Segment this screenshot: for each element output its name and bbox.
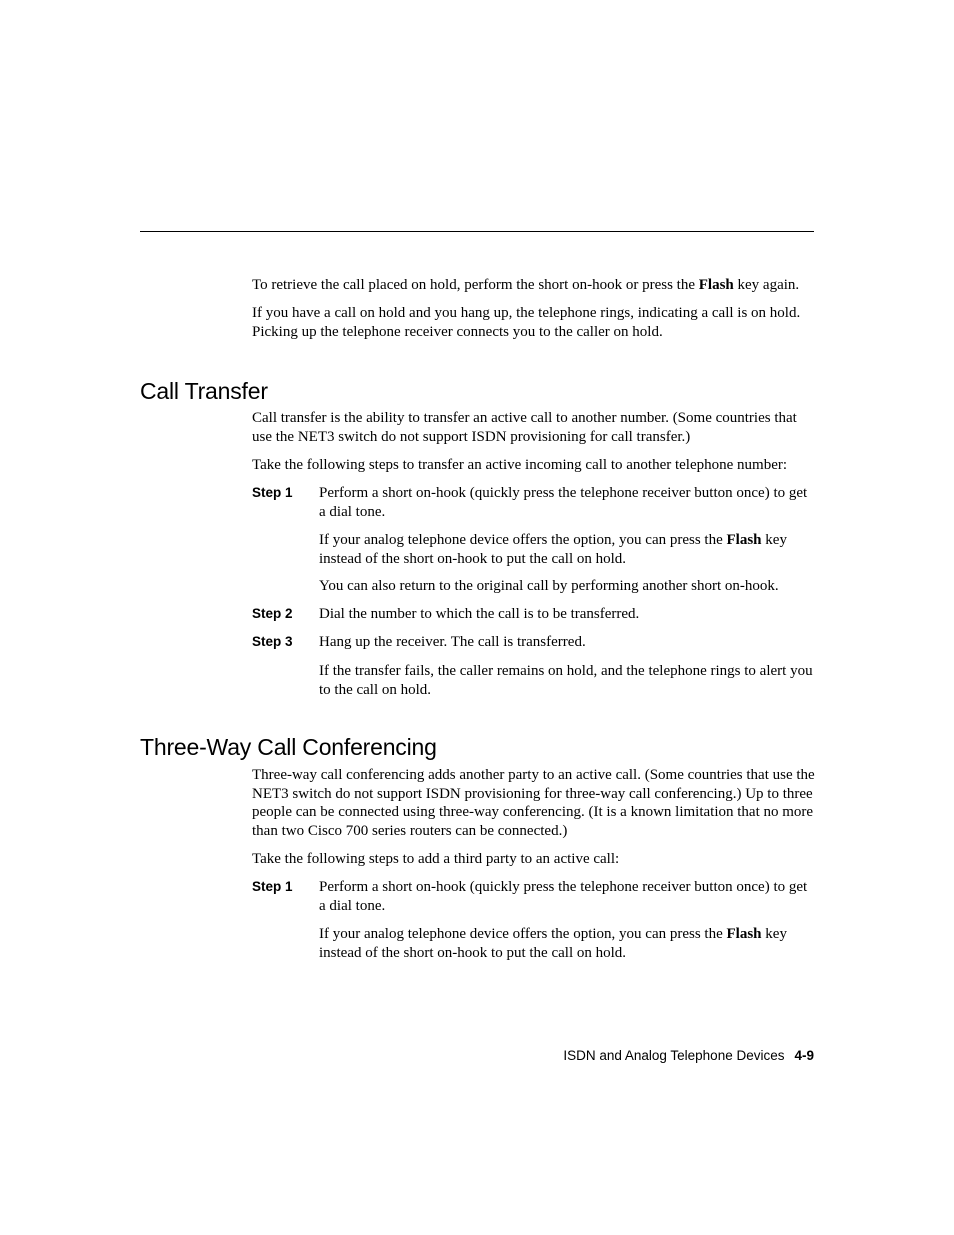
page-number: 4-9 [794, 1048, 814, 1063]
step-label: Step 3 [252, 634, 293, 649]
text-run: key again. [733, 277, 800, 293]
text-run: To retrieve the call placed on hold, perform the short on-hook or press the [252, 277, 699, 293]
section-heading-call-transfer: Call Transfer [140, 378, 268, 404]
step-note: If the transfer fails, the caller remains on hold, and the telephone rings to alert you to the call on hold. [319, 663, 813, 698]
three-way-paragraph-2: Take the following steps to add a third party to an active call: [252, 851, 620, 867]
footer-title: ISDN and Analog Telephone Devices [563, 1048, 785, 1063]
text-run: key instead of the short on-hook to put the call on hold. [319, 926, 787, 961]
text-run: If your analog telephone device offers the option, you can press the [319, 532, 727, 548]
step-note: You can also return to the original call by performing another short on-hook. [319, 578, 779, 594]
section-heading-three-way: Three-Way Call Conferencing [140, 734, 437, 760]
call-transfer-paragraph-1: Call transfer is the ability to transfer an active call to another number. (Some countries that use the NET3 switch do not support ISDN provisioning for call transfer.) [252, 410, 797, 445]
step-text: Perform a short on-hook (quickly press the telephone receiver button once) to get a dial tone. [319, 485, 808, 520]
intro-paragraph-1 [252, 276, 817, 295]
flash-key-term: Flash [726, 532, 762, 548]
text-run: key instead of the short on-hook to put the call on hold. [319, 532, 787, 567]
header-rule [140, 231, 814, 232]
text-run: If your analog telephone device offers the option, you can press the [319, 926, 727, 942]
page-footer [563, 1047, 814, 1065]
call-transfer-paragraph-2: Take the following steps to transfer an active incoming call to another telephone number: [252, 457, 788, 473]
step-note [319, 531, 814, 568]
step-text: Dial the number to which the call is to be transferred. [319, 606, 640, 622]
step-text: Hang up the receiver. The call is transferred. [319, 634, 586, 650]
step-label: Step 1 [252, 485, 293, 500]
step-note [319, 925, 814, 962]
flash-key-term: Flash [698, 277, 734, 293]
step-label: Step 2 [252, 606, 293, 621]
step-text: Perform a short on-hook (quickly press the telephone receiver button once) to get a dial tone. [319, 879, 808, 914]
intro-paragraph-2: If you have a call on hold and you hang up, the telephone rings, indicating a call is on hold. Picking up the telephone receiver connects you to the caller on hold. [252, 305, 801, 340]
three-way-paragraph-1: Three-way call conferencing adds another party to an active call. (Some countries that use the NET3 switch do not support ISDN provisioning for three-way call conferencing.) Up to three people can be connected using three-way conferencing. (It is a known limitation that no more than two Cisco 700 series routers can be connected.) [252, 767, 815, 840]
flash-key-term: Flash [726, 926, 762, 942]
step-label: Step 1 [252, 879, 293, 894]
